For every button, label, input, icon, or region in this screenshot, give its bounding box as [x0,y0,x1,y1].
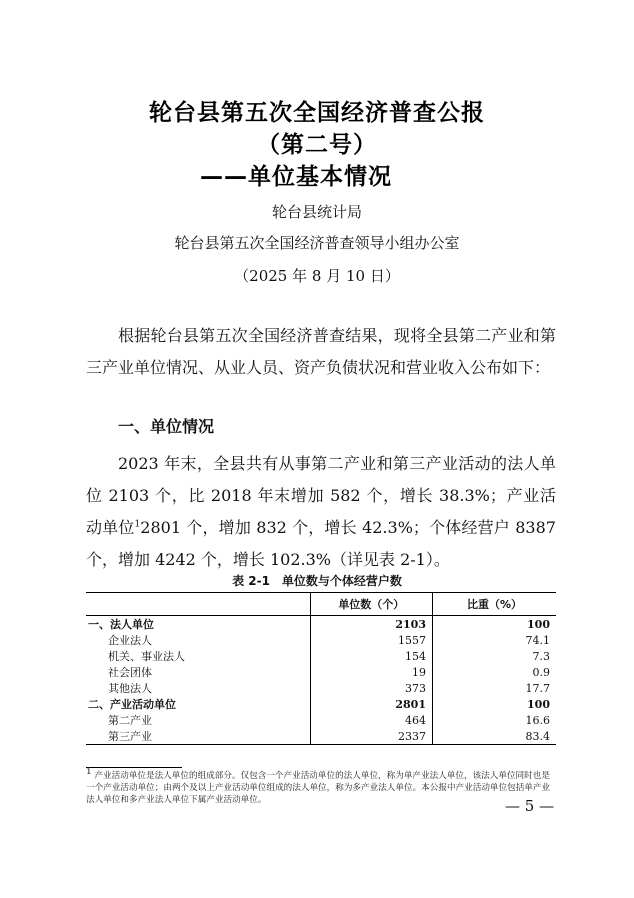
table-header-share: 比重（%） [432,593,556,616]
footnote-text: 产业活动单位是法人单位的组成部分。仅包含一个产业活动单位的法人单位，称为单产业法人单位，该法人单位同时也是一个产业活动单位；由两个及以上产业活动单位组成的法人单位，称为多产业法人单位。本公报中产业活动单位包括单产业法人单位和多产业法人单位下属产业活动单位。 [86,771,551,805]
units-paragraph [86,448,556,576]
table-row [86,680,556,696]
row-label: 其他法人 [108,682,152,695]
row-count: 2337 [310,728,432,745]
intro-paragraph: 根据轮台县第五次全国经济普查结果，现将全县第二产业和第三产业单位情况、从业人员、资产负债状况和营业收入公布如下： [86,326,556,377]
table-header-count: 单位数（个） [310,593,432,616]
row-share: 7.3 [432,648,556,664]
table-row [86,696,556,712]
table-header-row [86,593,556,616]
table-row [86,712,556,728]
row-share: 100 [432,696,556,712]
row-label: 第二产业 [108,714,152,727]
issuer-statistics-bureau: 轮台县统计局 [271,203,362,221]
row-count: 2103 [310,616,432,633]
row-share: 83.4 [432,728,556,745]
row-label: 二、产业活动单位 [88,698,176,711]
issuer-census-office: 轮台县第五次全国经济普查领导小组办公室 [174,234,460,252]
row-share: 16.6 [432,712,556,728]
row-share: 17.7 [432,680,556,696]
report-title: 轮台县第五次全国经济普查公报 [149,100,485,126]
table-header-item [86,593,310,616]
row-count: 464 [310,712,432,728]
footnote-reference: 1 [134,519,141,530]
footnote [86,767,556,806]
footnote-mark: 1 [86,767,92,778]
row-share: 0.9 [432,664,556,680]
page-number: — 5 — [505,797,555,815]
report-subtitle: ——单位基本情况 [200,164,392,190]
units-table [86,592,556,745]
publication-date: （2025 年 8 月 10 日） [234,267,400,285]
report-number: （第二号） [257,132,377,158]
section-heading-units: 一、单位情况 [118,417,215,436]
row-label: 企业法人 [108,634,152,647]
table-caption: 表 2-1 单位数与个体经营户数 [232,574,402,588]
table-row [86,664,556,680]
row-label: 一、法人单位 [88,618,154,631]
row-label: 社会团体 [108,666,152,679]
row-label: 机关、事业法人 [108,650,185,663]
row-count: 2801 [310,696,432,712]
row-label: 第三产业 [86,728,310,745]
table-row [86,728,556,745]
units-paragraph-text-2: 2801 个，增加 832 个，增长 42.3%；个体经营户 8387 个，增加 4242 个，增长 102.3%（详见表 2-1）。 [86,518,556,569]
row-share: 74.1 [432,632,556,648]
row-count: 373 [310,680,432,696]
row-count: 154 [310,648,432,664]
footnote-divider [86,767,182,768]
row-share: 100 [432,616,556,633]
row-count: 1557 [310,632,432,648]
table-row [86,632,556,648]
units-paragraph-text-1: 2023 年末，全县共有从事第二产业和第三产业活动的法人单位 2103 个，比 2018 年末增加 582 个，增长 38.3%；产业活动单位 [86,454,556,537]
table-row [86,648,556,664]
row-count: 19 [310,664,432,680]
table-row [86,616,556,633]
